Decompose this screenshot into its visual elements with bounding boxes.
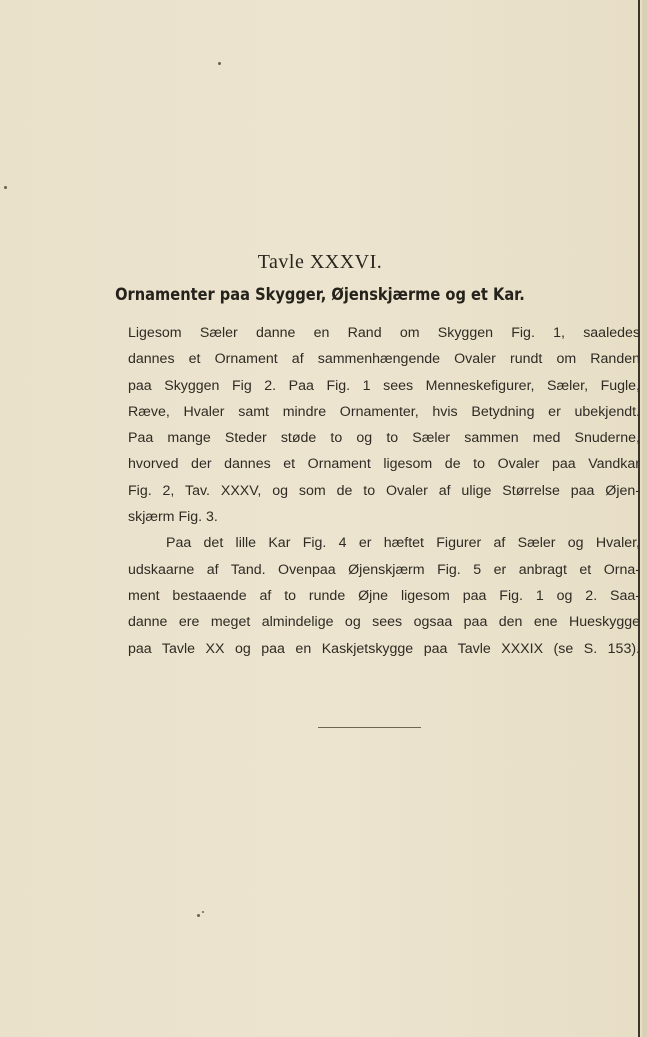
text-line: Paa det lille Kar Fig. 4 er hæftet Figurer af Sæler og Hvaler, bbox=[166, 535, 640, 552]
paper-speck bbox=[218, 62, 221, 65]
paper-speck bbox=[197, 914, 200, 917]
text-line: paa Tavle XX og paa en Kaskjetskygge paa Tavle XXXIX (se S. 153). bbox=[128, 640, 640, 657]
paper-speck bbox=[202, 911, 204, 913]
text-line: paa Skyggen Fig 2. Paa Fig. 1 sees Menneskefigurer, Sæler, Fugle, bbox=[128, 377, 640, 394]
text-line: skjærm Fig. 3. bbox=[128, 509, 218, 526]
page-edge-margin bbox=[642, 0, 647, 1037]
text-line: udskaarne af Tand. Ovenpaa Øjenskjærm Fig. 5 er anbragt et Orna- bbox=[128, 561, 640, 578]
text-line: Ligesom Sæler danne en Rand om Skyggen Fig. 1, saaledes bbox=[128, 325, 640, 341]
body-text bbox=[128, 320, 640, 662]
plate-subtitle: Ornamenter paa Skygger, Øjenskjærme og et Kar. bbox=[115, 285, 525, 305]
text-line: ment bestaaende af to runde Øjne ligesom paa Fig. 1 og 2. Saa- bbox=[128, 587, 640, 604]
section-divider bbox=[318, 727, 421, 728]
text-line: Ræve, Hvaler samt mindre Ornamenter, hvis Betydning er ubekjendt. bbox=[128, 403, 640, 420]
text-line: Fig. 2, Tav. XXXV, og som de to Ovaler af ulige Størrelse paa Øjen- bbox=[128, 482, 640, 499]
paper-speck bbox=[4, 186, 7, 189]
text-line: dannes et Ornament af sammenhængende Ovaler rundt om Randen bbox=[128, 351, 640, 368]
plate-title: Tavle XXXVI. bbox=[257, 251, 383, 273]
text-line: Paa mange Steder støde to og to Sæler sammen med Snuderne, bbox=[128, 430, 640, 447]
text-line: hvorved der dannes et Ornament ligesom de to Ovaler paa Vandkar bbox=[128, 456, 640, 473]
text-line: danne ere meget almindelige og sees ogsaa paa den ene Hueskygge bbox=[128, 614, 640, 631]
